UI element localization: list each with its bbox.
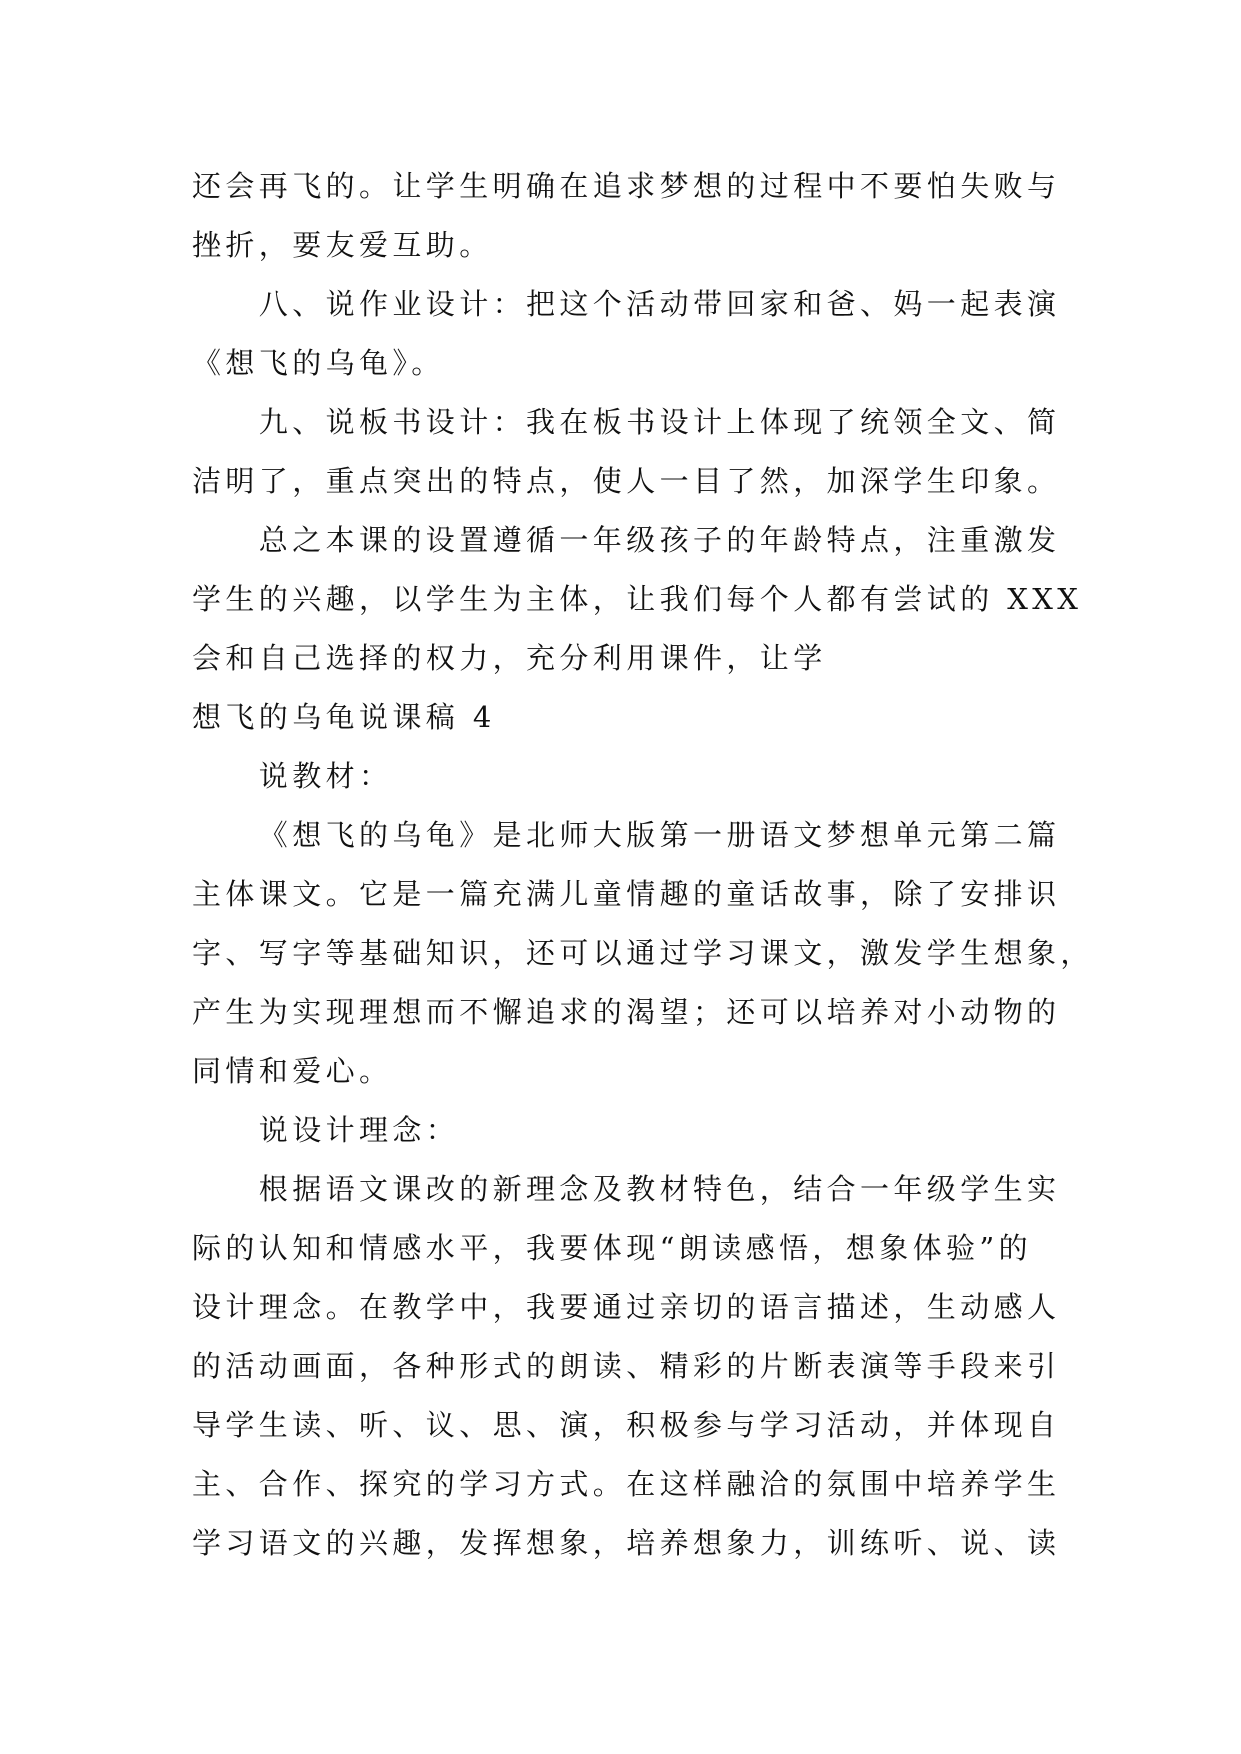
paragraph-blackboard-design: 九、说板书设计：我在板书设计上体现了统领全文、简 xyxy=(258,405,1061,439)
paragraph-summary: 总之本课的设置遵循一年级孩子的年龄特点，注重激发 xyxy=(258,523,1061,557)
text-line: 设计理念。在教学中，我要通过亲切的语言描述，生动感人 xyxy=(192,1290,1061,1324)
text-line: 际的认知和情感水平，我要体现“朗读感悟，想象体验”的 xyxy=(192,1231,1033,1265)
text-line: 主体课文。它是一篇充满儿童情趣的童话故事，除了安排识 xyxy=(192,877,1061,911)
paragraph-textbook: 《想飞的乌龟》是北师大版第一册语文梦想单元第二篇 xyxy=(258,818,1061,852)
text-line: 洁明了，重点突出的特点，使人一目了然，加深学生印象。 xyxy=(192,464,1061,498)
text-line: 同情和爱心。 xyxy=(192,1054,393,1088)
subheading-textbook: 说教材： xyxy=(258,759,393,793)
document-body xyxy=(192,157,1152,1573)
paragraph-homework-design: 八、说作业设计：把这个活动带回家和爸、妈一起表演 xyxy=(258,287,1061,321)
text-line: 学生的兴趣，以学生为主体，让我们每个人都有尝试的 XXX xyxy=(192,582,1083,616)
text-line: 挫折，要友爱互助。 xyxy=(192,228,493,262)
text-line: 导学生读、听、议、思、演，积极参与学习活动，并体现自 xyxy=(192,1408,1061,1442)
text-line: 主、合作、探究的学习方式。在这样融洽的氛围中培养学生 xyxy=(192,1467,1061,1501)
text-line: 还会再飞的。让学生明确在追求梦想的过程中不要怕失败与 xyxy=(192,169,1061,203)
section-title: 想飞的乌龟说课稿 4 xyxy=(192,700,496,734)
text-line: 学习语文的兴趣，发挥想象，培养想象力，训练听、说、读 xyxy=(192,1526,1061,1560)
subheading-design-concept: 说设计理念： xyxy=(258,1113,460,1147)
text-line: 会和自己选择的权力，充分利用课件，让学 xyxy=(192,641,827,675)
text-line: 的活动画面，各种形式的朗读、精彩的片断表演等手段来引 xyxy=(192,1349,1061,1383)
text-line: 字、写字等基础知识，还可以通过学习课文，激发学生想象， xyxy=(192,936,1094,970)
text-line: 产生为实现理想而不懈追求的渴望；还可以培养对小动物的 xyxy=(192,995,1061,1029)
text-line: 《想飞的乌龟》。 xyxy=(192,346,445,380)
paragraph-design-concept: 根据语文课改的新理念及教材特色，结合一年级学生实 xyxy=(258,1172,1061,1206)
